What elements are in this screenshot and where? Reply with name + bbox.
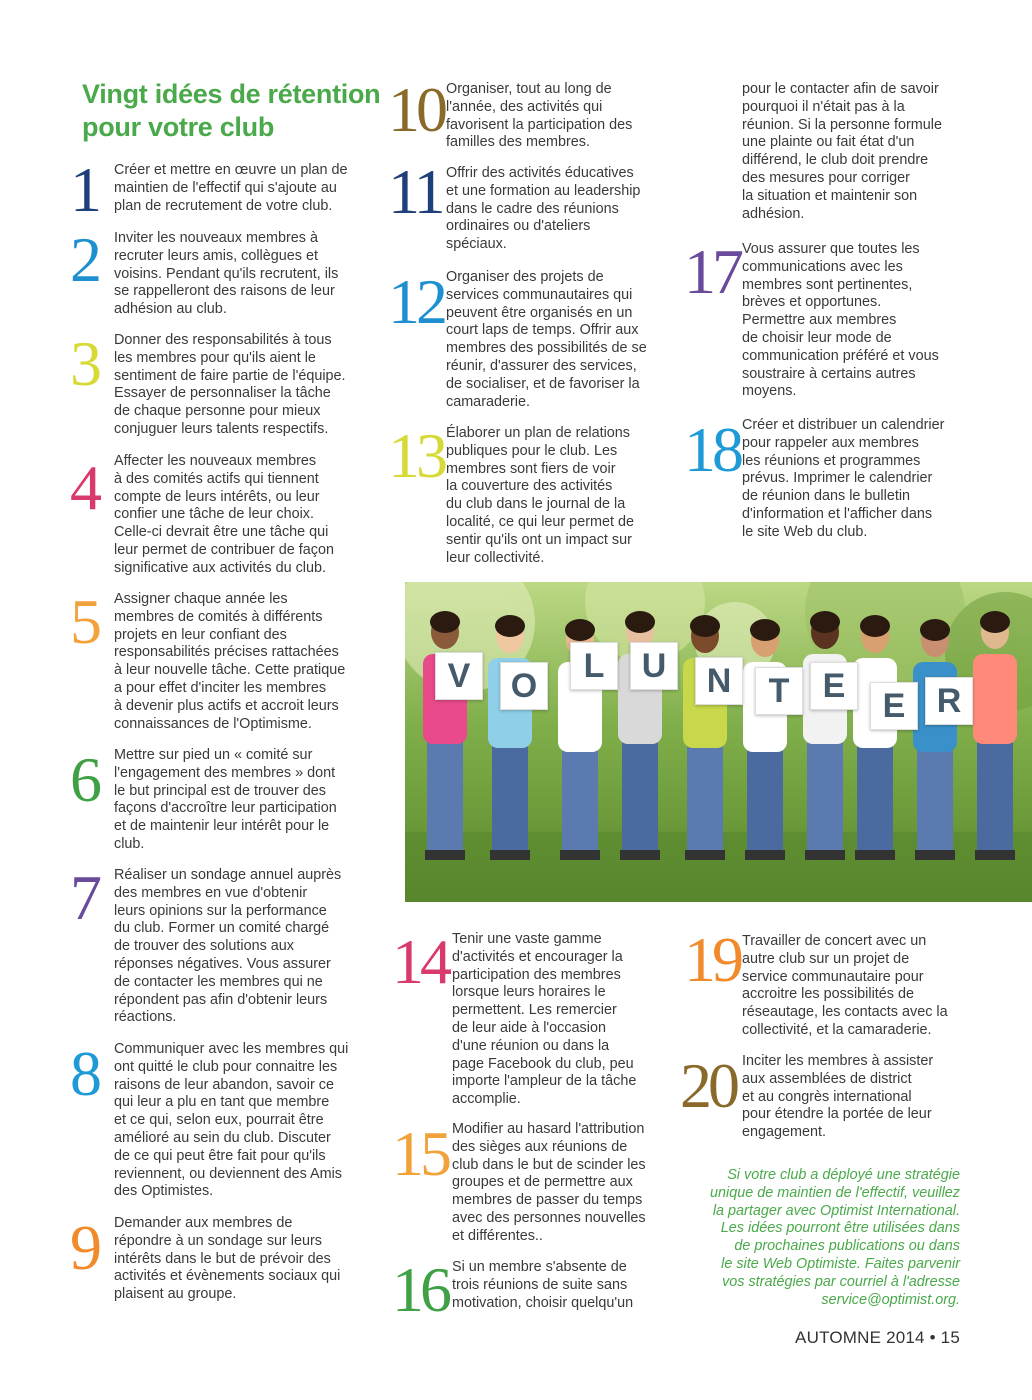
idea-number: 13 — [388, 420, 444, 491]
idea-text: Élaborer un plan de relations publiques pour le club. Les membres sont fiers de voir la couverture des activités du club dans le journal de la localité, ce qui leur permet de sentir qu'ils ont un impact sur leur collectivité. — [446, 425, 634, 566]
idea-number: 2 — [70, 224, 98, 295]
volunteer-letters — [405, 582, 1032, 902]
idea-number: 14 — [392, 926, 448, 997]
idea-text: Vous assurer que toutes les communications avec les membres sont pertinentes, brèves et opportunes. Permettre aux membres de choisir leur mode de communication préféré et vous soustraire à certains autres moyens. — [742, 241, 939, 400]
idea-number: 7 — [70, 862, 98, 933]
idea-text: Créer et distribuer un calendrier pour rappeler aux membres les réunions et programmes prévus. Imprimer le calendrier de réunion dans le bulletin d'information et l'afficher dans le site Web du club. — [742, 417, 945, 540]
letter-card: O — [500, 662, 548, 710]
idea-number: 15 — [392, 1118, 448, 1189]
idea-number: 5 — [70, 586, 98, 657]
letter-card: V — [435, 652, 483, 700]
idea-text: Travailler de concert avec un autre club sur un projet de service communautaire pour accroitre les possibilités de réseautage, les contacts avec la collectivité, et la camaraderie. — [742, 933, 948, 1038]
idea-number: 6 — [70, 744, 98, 815]
page-footer: AUTOMNE 2014 • 15 — [795, 1328, 960, 1347]
idea-number: 11 — [388, 156, 442, 227]
idea-text: Affecter les nouveaux membres à des comités actifs qui tiennent compte de leurs intérêts, ou leur confier une tâche de leur choix. Celle-ci devrait être une tâche qui leur permet de contribuer de façon significative aux activités du club. — [114, 453, 334, 576]
idea-text: Inciter les membres à assister aux assemblées de district et au congrès international pour étendre la portée de leur engagement. — [742, 1053, 934, 1141]
idea-text: Organiser, tout au long de l'année, des activités qui favorisent la participation des familles des membres. — [446, 81, 633, 151]
idea-text: Donner des responsabilités à tous les membres pour qu'ils aient le sentiment de faire partie de l'équipe. Essayer de personnaliser la tâche de chaque personne pour mieux conjuguer leurs talents respectifs. — [114, 332, 346, 437]
idea-text: Inviter les nouveaux membres à recruter leurs amis, collègues et voisins. Pendant qu'ils recrutent, ils se rappelleront des raisons de leur adhésion au club. — [114, 230, 339, 318]
letter-card: E — [810, 662, 858, 710]
idea-number: 20 — [680, 1050, 736, 1121]
idea-number: 8 — [70, 1038, 98, 1109]
letter-card: N — [695, 657, 743, 705]
idea-text: Mettre sur pied un « comité sur l'engagement des membres » dont le but principal est de trouver des façons d'accroître leur participation et de maintenir leur intérêt pour le club. — [114, 747, 337, 852]
idea-number: 16 — [392, 1254, 448, 1325]
letter-card: R — [925, 677, 973, 725]
idea-text: Communiquer avec les membres qui ont quitté le club pour connaitre les raisons de leur abandon, savoir ce qui leur a plu en tant que membre et ce qui, selon eux, pourrait être amélioré au sein du club. Discuter de ce qui peut être fait pour qu'ils reviennent, ou deviennent des Amis des Optimistes. — [114, 1041, 349, 1200]
idea-text: Modifier au hasard l'attribution des sièges aux réunions de club dans le but de scinder les groupes et de permettre aux membres de passer du temps avec des personnes nouvelles et différentes.. — [452, 1121, 646, 1244]
idea-text: Si un membre s'absente de trois réunions de suite sans motivation, choisir quelqu'un — [452, 1259, 634, 1311]
idea-text: Réaliser un sondage annuel auprès des membres en vue d'obtenir leurs opinions sur la performance du club. Former un comité chargé de trouver des solutions aux réponses négatives. Vous assurer de contacter les membres qui ne répondent pas afin d'obtenir leurs réactions. — [114, 867, 342, 1026]
idea-number: 1 — [70, 154, 98, 225]
idea-text: Tenir une vaste gamme d'activités et encourager la participation des membres lorsque leurs horaires le permettent. Les remercier de leur aide à l'occasion d'une réunion ou dans la page Facebook du club, peu importe l'ampleur de la tâche accomplie. — [452, 931, 637, 1108]
idea-number: 12 — [388, 266, 444, 337]
idea-text: Demander aux membres de répondre à un sondage sur leurs intérêts dans le but de prévoir des activités et évènements sociaux qui plaisent au groupe. — [114, 1215, 341, 1303]
volunteer-photo — [405, 582, 1032, 902]
idea-number: 10 — [388, 74, 444, 145]
idea-text: Organiser des projets de services communautaires qui peuvent être organisés en un court laps de temps. Offrir aux membres des possibilités de se réunir, d'assurer des services, de socialiser, et de favoriser la camaraderie. — [446, 269, 647, 410]
letter-card: E — [870, 682, 918, 730]
idea-number: 3 — [70, 328, 98, 399]
letter-card: U — [630, 642, 678, 690]
idea-text: Offrir des activités éducatives et une formation au leadership dans le cadre des réunions ordinaires ou d'ateliers spéciaux. — [446, 165, 641, 253]
letter-card: T — [755, 667, 803, 715]
idea-number: 9 — [70, 1212, 98, 1283]
letter-card: L — [570, 642, 618, 690]
idea-text: pour le contacter afin de savoir pourquoi il n'était pas à la réunion. Si la personne formule une plainte ou fait état d'un différend, le club doit prendre des mesures pour corriger la situation et maintenir son adhésion. — [742, 81, 942, 222]
idea-text: Assigner chaque année les membres de comités à différents projets en leur confiant des responsabilités précises rattachées à leur nouvelle tâche. Cette pratique a pour effet d'inciter les membres à devenir plus actifs et accroit leurs connaissances de l'Optimisme. — [114, 591, 346, 732]
idea-number: 4 — [70, 452, 98, 523]
idea-number: 17 — [684, 236, 740, 307]
idea-text: Créer et mettre en œuvre un plan de maintien de l'effectif qui s'ajoute au plan de recrutement de votre club. — [114, 162, 348, 214]
page-title: Vingt idées de rétention pour votre club — [82, 79, 381, 142]
idea-number: 18 — [684, 414, 740, 485]
idea-number: 19 — [684, 924, 740, 995]
submission-note: Si votre club a déployé une stratégie unique de maintien de l'effectif, veuillez la partager avec Optimist International. Les idées pourront être utilisées dans de prochaines publications ou dans le site Web Optimiste. Faites parvenir vos stratégies par courriel à l'adresse service@optimist.org. — [710, 1167, 960, 1308]
